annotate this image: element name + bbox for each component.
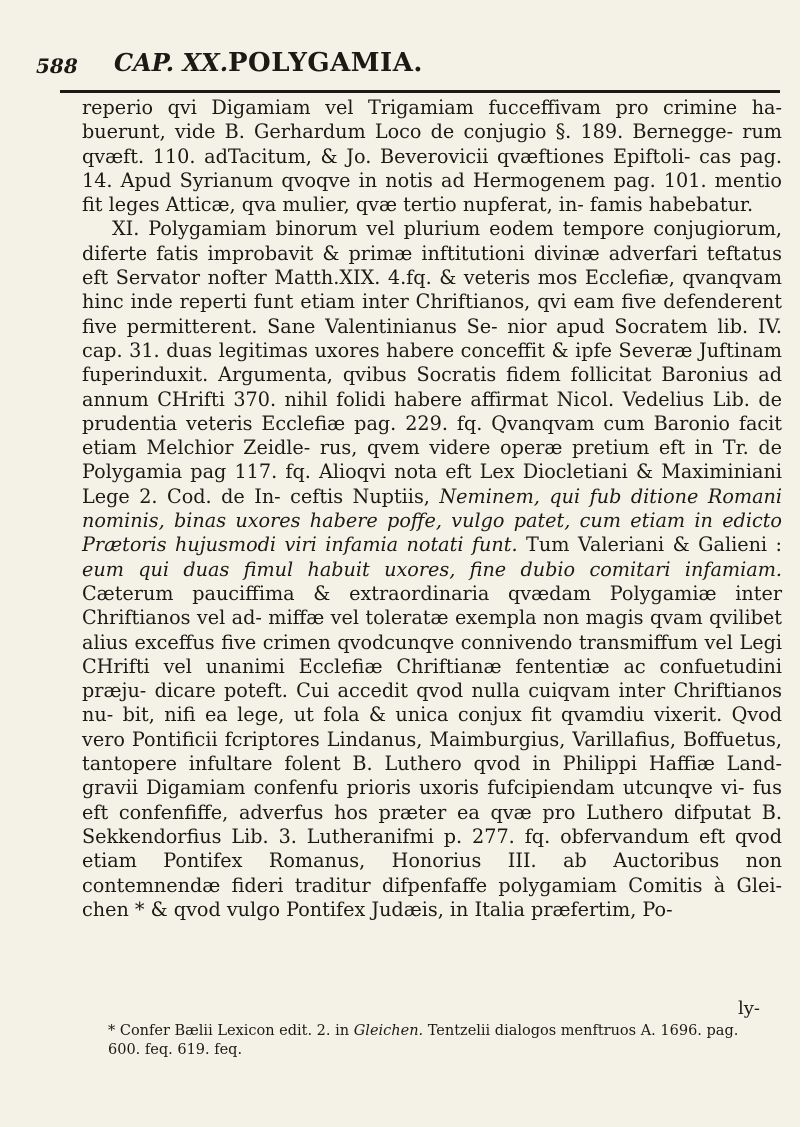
text-segment: reperio qvi Digamiam vel Trigamiam fucceffivam pro crimine ha- buerunt, vide B. Gerhardum Loco de conjugio §. 189. Bernegge- rum qvæft. 110. adTacitum, & Jo. Beverovicii qvæftiones Epiftoli- cas pag. 14. Apud Syrianum qvoqve in notis ad Hermogenem pag. 101. mentio fit leges Atticæ, qva mulier, qvæ tertio nupferat, in- famis habebatur. <box>82 96 782 217</box>
paragraph-continuation <box>82 96 782 217</box>
footnote-text-a: Confer Bælii Lexicon edit. 2. in <box>115 1023 354 1039</box>
running-title: POLYGAMIA. <box>228 48 423 78</box>
running-header <box>36 48 776 90</box>
text-segment: Cæterum pauciffima & extraordinaria qvædam Polygamiæ inter Chriftianos vel ad- miffæ vel toleratæ exempla non magis qvam qvilibet alius exceffus five crimen qvodcunqve connivendo transmiffum vel Legi CHrifti vel unanimi Ecclefiæ Chriftianæ fententiæ ac confuetudini præju- dicare poteft. Cui accedit qvod nulla cuiqvam inter Chriftianos nu- bit, nifi ea lege, ut fola & unica conjux fit qvamdiu vixerit. Qvod vero Pontificii fcriptores Lindanus, Maimburgius, Varillafius, Boffuetus, tantopere infultare folent B. Luthero qvod in Philippi Haffiæ Land- gravii Digamiam confenfu prioris uxoris fufcipiendam utcunqve vi- fus eft confenfiffe, adverfus hos præter ea qvæ pro Luthero difputat B. Sekkendorfius Lib. 3. Lutheranifmi p. 277. fq. obfervandum eft qvod etiam Pontifex Romanus, Honorius III. ab Auctoribus non contemnendæ fideri traditur difpenfaffe polygamiam Comitis à Glei- chen * & qvod vulgo Pontifex Judæis, in Italia præfertim, Po- <box>82 581 782 921</box>
footnote <box>108 1022 768 1060</box>
page-number: 588 <box>36 54 78 78</box>
paragraph-section-xi <box>82 217 782 922</box>
footnote-text-italic: Gleichen. <box>353 1023 424 1039</box>
header-rule <box>60 90 780 93</box>
italic-quotation: eum qui duas fimul habuit uxores, fine dubio comitari infamiam. <box>82 557 782 581</box>
text-segment: Tum Valeriani & Galieni : <box>517 533 782 557</box>
chapter-label: CAP. XX. <box>114 48 229 77</box>
body-text <box>82 96 782 922</box>
catchword: ly- <box>737 998 760 1019</box>
footnote-text-b: Tentzelii dialogos menftruos A. 1696. pag. 600. feq. 619. feq. <box>108 1023 739 1058</box>
footnote-marker: * <box>108 1023 116 1039</box>
text-segment: XI. Polygamiam binorum vel plurium eodem tempore conjugiorum, diferte fatis improbavit & primæ inftitutioni divinæ adverfari teftatus eft Servator nofter Matth.XIX. 4.fq. & veteris mos Ecclefiæ, qvanqvam hinc inde reperti funt etiam inter Chriftianos, qvi eam five defenderent five permitterent. Sane Valentinianus Se- nior apud Socratem lib. IV. cap. 31. duas legitimas uxores habere conceffit & ipfe Severæ Juftinam fuperinduxit. Argumenta, qvibus Socratis fidem follicitat Baronius ad annum CHrifti 370. nihil folidi habere affirmat Nicol. Vedelius Lib. de prudentia veteris Ecclefiæ pag. 229. fq. Qvanqvam cum Baronio facit etiam Melchior Zeidle- rus, qvem videre operæ pretium eft in Tr. de Polygamia pag 117. fq. Alioqvi nota eft Lex Diocletiani & Maximiniani Lege 2. Cod. de In- ceftis Nuptiis, <box>82 217 782 508</box>
italic-quotation: Neminem, qui fub ditione Romani nominis, binas uxores habere poffe, vulgo patet, cum etiam in edicto Prætoris hujusmodi viri infamia notati funt. <box>82 484 782 557</box>
